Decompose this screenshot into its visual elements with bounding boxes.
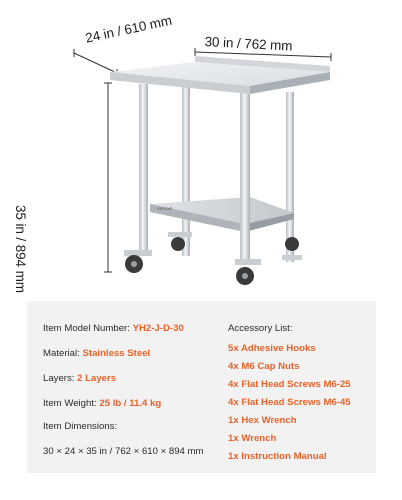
brand-logo: VEVOR bbox=[157, 206, 173, 211]
front-right-leg bbox=[240, 93, 250, 263]
spec-dimensions-value: 30 × 24 × 35 in / 762 × 610 × 894 mm bbox=[43, 446, 204, 457]
spec-model-value: YH2-J-D-30 bbox=[132, 323, 184, 334]
accessory-item: 4x M6 Cap Nuts bbox=[228, 361, 300, 372]
spec-weight-value: 25 lb / 11.4 kg bbox=[99, 398, 162, 409]
back-left-leg bbox=[182, 86, 190, 256]
spec-weight bbox=[43, 398, 161, 410]
width-line bbox=[195, 52, 331, 57]
specs-card bbox=[27, 301, 376, 473]
spec-layers-value: 2 Layers bbox=[77, 373, 117, 384]
accessory-item: 4x Flat Head Screws M6-25 bbox=[228, 379, 351, 390]
spec-model-label: Item Model Number: bbox=[43, 323, 130, 334]
spec-weight-label: Item Weight: bbox=[43, 398, 97, 409]
accessory-item: 1x Hex Wrench bbox=[228, 415, 297, 426]
accessory-item: 5x Adhesive Hooks bbox=[228, 343, 316, 354]
front-left-leg bbox=[139, 84, 148, 254]
accessory-item: 4x Flat Head Screws M6-45 bbox=[228, 397, 351, 408]
spec-material bbox=[43, 348, 150, 360]
spec-layers-label: Layers: bbox=[43, 373, 75, 384]
spec-dimensions-label: Item Dimensions: bbox=[43, 421, 118, 432]
accessory-item: 1x Wrench bbox=[228, 433, 277, 444]
height-dimension-label: 35 in / 894 mm bbox=[13, 205, 28, 293]
accessory-title: Accessory List: bbox=[228, 323, 293, 334]
depth-line bbox=[74, 53, 117, 73]
spec-model bbox=[43, 323, 184, 335]
spec-material-value: Stainless Steel bbox=[82, 348, 151, 359]
accessory-item: 1x Instruction Manual bbox=[228, 451, 327, 462]
depth-dimension-label: 24 in / 610 mm bbox=[84, 12, 174, 46]
width-dimension-label: 30 in / 762 mm bbox=[204, 34, 293, 54]
back-right-leg bbox=[286, 92, 294, 262]
spec-layers bbox=[43, 373, 116, 385]
caster-wheels bbox=[124, 232, 302, 285]
spec-material-label: Material: bbox=[43, 348, 80, 359]
